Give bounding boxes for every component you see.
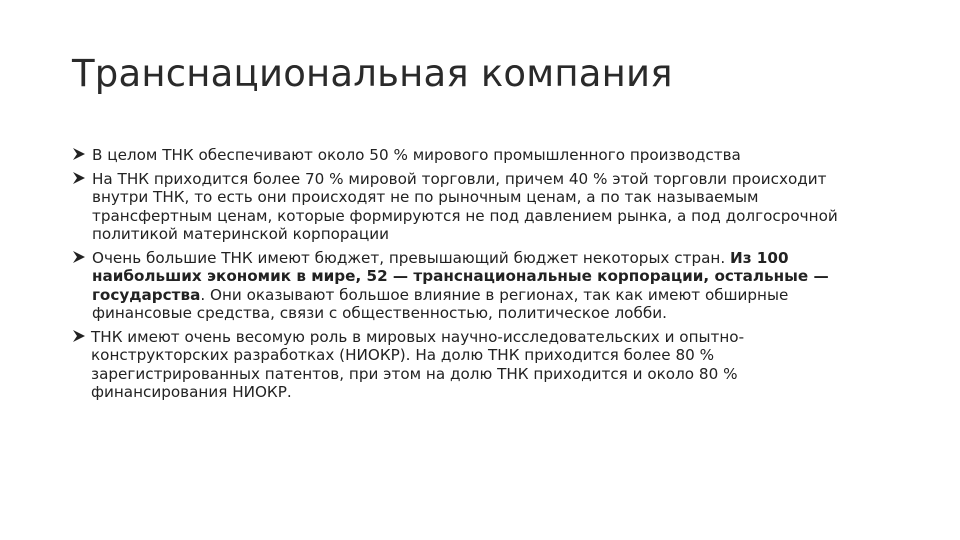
slide-title: Транснациональная компания	[72, 52, 673, 95]
arrowhead-bullet-icon	[72, 249, 86, 267]
arrowhead-bullet-icon	[72, 146, 86, 164]
bullet-text: . Они оказывают большое влияние в регионах, так как имеют обширные финансовые средства, связи с общественностью, политическое лобби.	[92, 285, 789, 322]
bullet-item	[72, 249, 872, 323]
bullet-item	[72, 146, 872, 165]
bullet-text: ТНК имеют очень весомую роль в мировых научно-исследовательских и опытно-конструкторских разработках (НИОКР). На долю ТНК приходится более 80 % зарегистрированных патентов, при этом на долю ТНК приходится и около 80 % финансирования НИОКР.	[91, 327, 745, 401]
bullet-text: На ТНК приходится более 70 % мировой торговли, причем 40 % этой торговли происходит внутри ТНК, то есть они происходят не по рыночным ценам, а по так называемым трансфертным ценам, которые формируются не под давлением рынка, а под долгосрочной политикой материнской корпорации	[92, 169, 838, 243]
bullet-item	[72, 170, 872, 244]
bullet-list	[72, 146, 872, 407]
arrowhead-bullet-icon	[72, 170, 86, 188]
bullet-text: Очень большие ТНК имеют бюджет, превышающий бюджет некоторых стран.	[92, 248, 730, 267]
bullet-text: В целом ТНК обеспечивают около 50 % мирового промышленного производства	[92, 146, 741, 164]
arrowhead-bullet-icon	[72, 328, 86, 346]
bullet-text-bold: Из 100 наибольших экономик в мире, 52 — транснациональные корпорации, остальные — государства	[92, 248, 829, 304]
bullet-item	[72, 328, 872, 402]
